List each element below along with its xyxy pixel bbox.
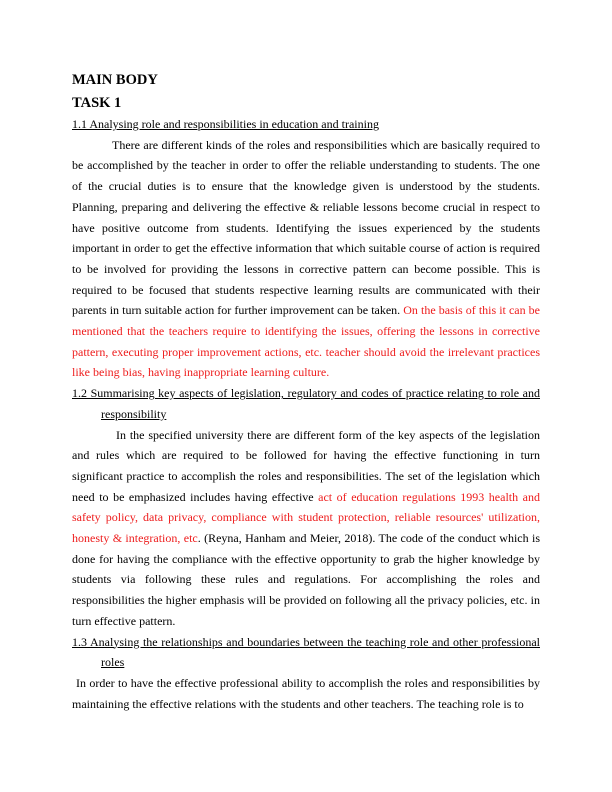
main-body-heading: MAIN BODY [72, 72, 158, 88]
section-1-1-paragraph [72, 135, 540, 383]
section-1-2-paragraph [72, 425, 540, 632]
section-1-3-title: 1.3 Analysing the relationships and boundaries between the teaching role and other professional roles [72, 634, 540, 670]
task-1-heading: TASK 1 [72, 95, 122, 111]
section-1-2-title: 1.2 Summarising key aspects of legislation, regulatory and codes of practice relating to role and responsibility [72, 386, 540, 421]
section-1-3-text: In order to have the effective professional ability to accomplish the roles and responsibilities by maintaining the effective relations with the students and other teachers. The teaching role is to [72, 675, 540, 711]
page-content [72, 70, 540, 714]
section-1-1-red-text: On the basis of this it can be mentioned that the teachers require to identifying the issues, offering the lessons in corrective pattern, executing proper improvement actions, etc. teacher should avoid the irrelevant practices like being bias, having inappropriate learning culture. [72, 303, 540, 380]
section-1-3-paragraph [72, 673, 540, 714]
section-1-1-title: 1.1 Analysing role and responsibilities in education and training [72, 117, 379, 131]
section-1-1-text: There are different kinds of the roles and responsibilities which are basically required to be accomplished by the teacher in order to offer the reliable understanding to students. The one of the crucial duties is to ensure that the knowledge given is understood by the students. Planning, preparing and delivering the effective & reliable lessons become crucial in respect to have positive outcome from students. Identifying the issues experienced by the students important in order to get the effective information that which suitable course of action is required to be involved for providing the lessons in corrective pattern can become possible. This is required to be focused that students respective learning results are communicated with their parents in turn suitable action for further improvement can be taken. [72, 137, 540, 318]
section-1-2-text-b: . (Reyna, Hanham and Meier, 2018). The code of the conduct which is done for having the compliance with the effective opportunity to grab the higher knowledge by students via following these rules and regulations. For accomplishing the roles and responsibilities the higher emphasis will be provided on following all the privacy policies, etc. in turn effective pattern. [72, 531, 540, 628]
section-1-2-red-text: act of education regulations 1993 health and safety policy, data privacy, compliance with student protection, reliable resources' utilization, honesty & integration, etc [72, 489, 540, 546]
section-1-2-text-a: In the specified university there are different form of the key aspects of the legislation and rules which are required to be followed for having the effective functioning in turn significant practice to accomplish the roles and responsibilities. The set of the legislation which need to be emphasized includes having effective [72, 427, 540, 504]
